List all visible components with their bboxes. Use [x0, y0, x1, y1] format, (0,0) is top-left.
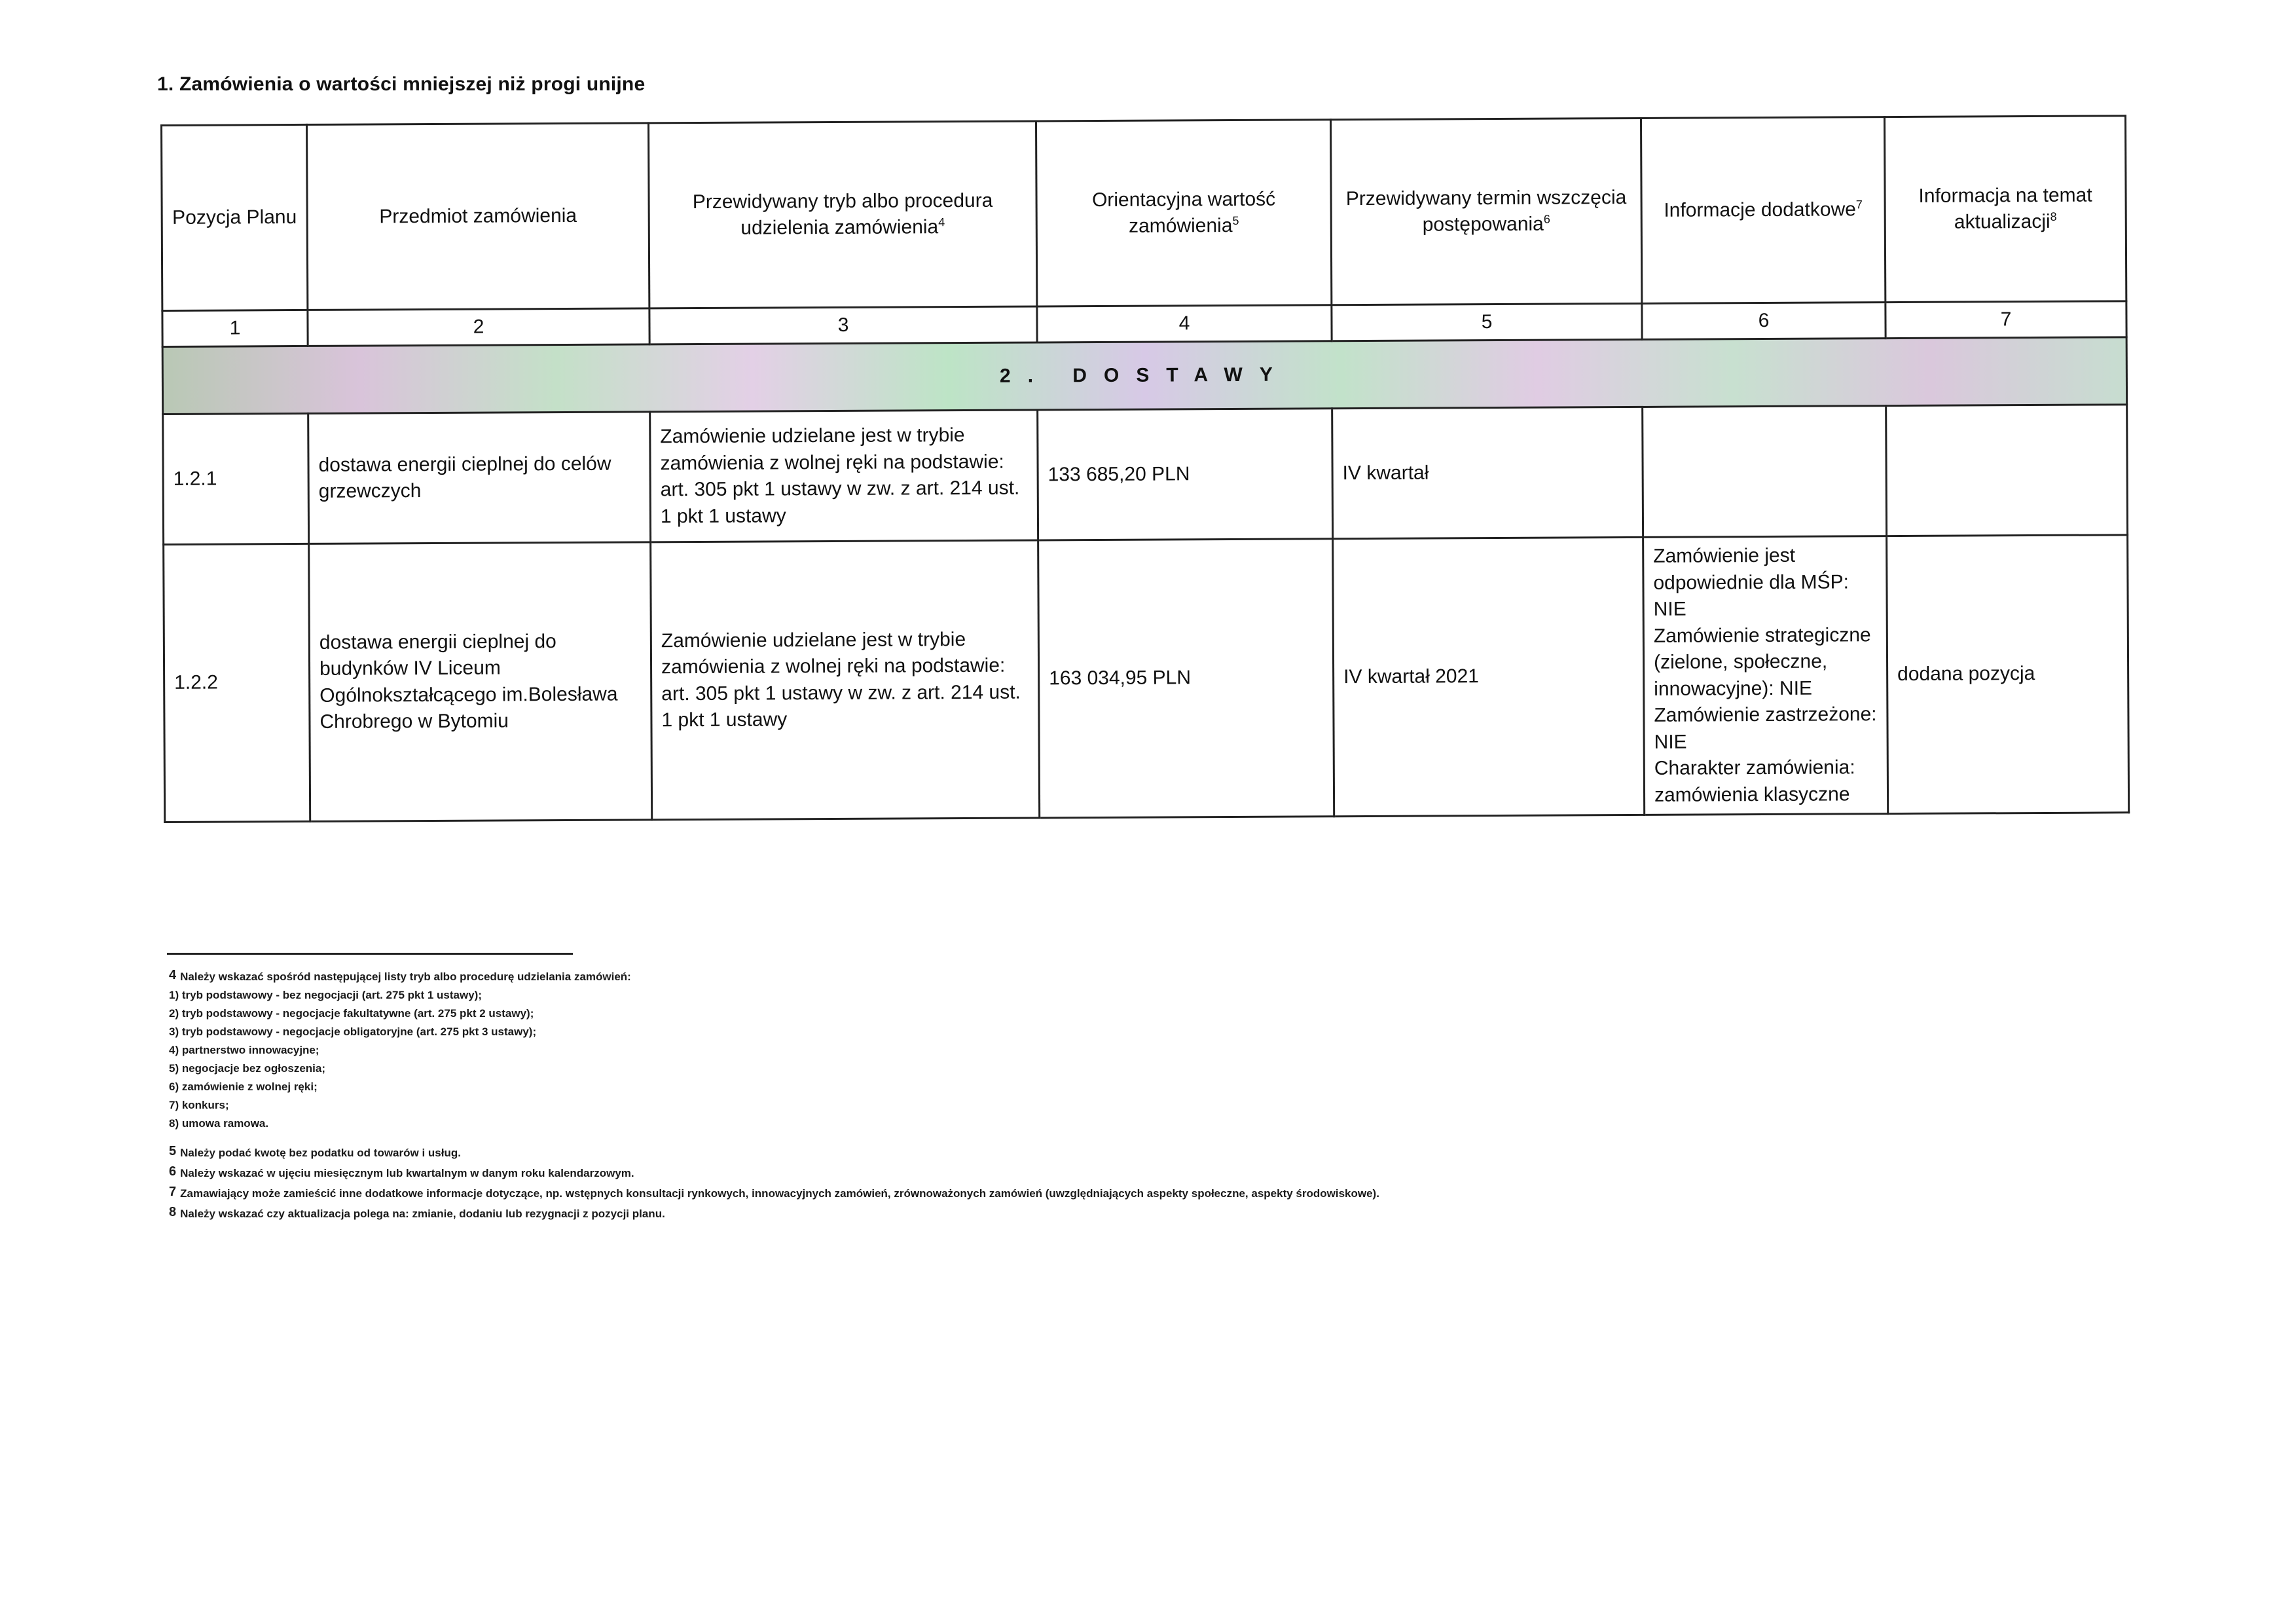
cell-position: 1.2.2 [164, 544, 310, 822]
footnote-5 [169, 1142, 1379, 1162]
table-row [164, 535, 2129, 822]
additional-info-line: zamówienia klasyczne [1654, 783, 1850, 806]
cell-update [1886, 405, 2128, 536]
cell-procedure: Zamówienie udzielane jest w trybie zamówienia z wolnej ręki na podstawie: art. 305 pkt 1 ustawy w zw. z art. 214 ust. 1 pkt 1 ustawy [651, 540, 1040, 820]
footnote-ref-7: 7 [1855, 198, 1863, 212]
procurement-plan-table [160, 115, 2130, 823]
header-row [162, 116, 2126, 311]
column-number: 4 [1037, 305, 1332, 342]
cell-additional [1643, 536, 1888, 815]
cell-additional [1643, 406, 1887, 538]
additional-info-line: Zamówienie strategiczne (zielone, społeczne, innowacyjne): NIE [1653, 623, 1871, 700]
footnote-number: 7 [169, 1185, 177, 1199]
header-update: Informacja na temat aktualizacji$^8$ [1884, 116, 2126, 303]
cell-procedure: Zamówienie udzielane jest w trybie zamówienia z wolnej ręki na podstawie: art. 305 pkt 1 ustawy w zw. z art. 214 ust. 1 pkt 1 ustawy [650, 410, 1038, 542]
footnote-text: Zamawiający może zamieścić inne dodatkowe informacje dotyczące, np. wstępnych konsultacji rynkowych, innowacyjnych zamówień, zrównoważonych zamówień (uwzględniających aspekty społeczne, aspekty środowiskowe). [180, 1187, 1379, 1200]
column-number: 5 [1332, 303, 1642, 341]
footnote-number: 4 [169, 968, 177, 982]
page-title: 1. Zamówienia o wartości mniejszej niż progi unijne [157, 73, 646, 95]
footnote-text: Należy podać kwotę bez podatku od towarów i usług. [180, 1147, 461, 1159]
footnote-text: Należy wskazać spośród następującej listy tryb albo procedurę udzielania zamówień: [180, 970, 631, 983]
footnote-ref-5: 5 [1232, 213, 1239, 227]
footnote-number: 8 [169, 1205, 177, 1219]
cell-term: IV kwartał 2021 [1333, 537, 1645, 816]
column-number: 2 [308, 308, 649, 346]
header-term: Przewidywany termin wszczęcia postępowania$^6$ [1330, 118, 1641, 304]
cell-subject: dostawa energii cieplnej do budynków IV Liceum Ogólnokształcącego im.Bolesława Chrobrego w Bytomiu [309, 542, 652, 822]
footnote-ref-6: 6 [1543, 212, 1550, 226]
column-number: 7 [1886, 301, 2126, 339]
header-procedure: Przewidywany tryb albo procedura udzielenia zamówienia$^4$ [648, 121, 1036, 308]
cell-update: dodana pozycja [1887, 535, 2129, 814]
footnote-ref-4: 4 [938, 215, 945, 229]
additional-info-line: Zamówienie zastrzeżone: [1654, 703, 1877, 726]
section-heading: 2. DOSTAWY [162, 337, 2126, 415]
additional-info-line: NIE [1654, 731, 1687, 753]
header-subject: Przedmiot zamówienia [307, 123, 649, 310]
footnote-list-item: 8) umowa ramowa. [169, 1117, 269, 1130]
column-number: 6 [1642, 303, 1886, 340]
cell-subject: dostawa energii cieplnej do celów grzewczych [308, 412, 651, 544]
footnote-list-item: 3) tryb podstawowy - negocjacje obligatoryjne (art. 275 pkt 3 ustawy); [169, 1025, 537, 1038]
additional-info-line: Zamówienie jest odpowiednie dla MŚP: [1653, 544, 1850, 594]
footnote-6 [169, 1162, 1379, 1183]
additional-info-line: NIE [1653, 598, 1686, 620]
footnote-number: 6 [169, 1164, 177, 1179]
footnote-divider [167, 953, 573, 955]
footnote-text: Należy wskazać czy aktualizacja polega na: zmianie, dodaniu lub rezygnacji z pozycji planu. [180, 1208, 665, 1220]
cell-position: 1.2.1 [163, 413, 309, 544]
footnote-list-item: 5) negocjacje bez ogłoszenia; [169, 1062, 326, 1075]
footnote-list-item: 6) zamówienie z wolnej ręki; [169, 1080, 318, 1093]
footnote-list-item: 4) partnerstwo innowacyjne; [169, 1044, 319, 1056]
footnote-text: Należy wskazać w ujęciu miesięcznym lub kwartalnym w danym roku kalendarzowym. [180, 1167, 634, 1179]
column-number: 1 [162, 310, 308, 346]
footnote-list-item: 1) tryb podstawowy - bez negocjacji (art. 275 pkt 1 ustawy); [169, 989, 483, 1001]
section-row [162, 337, 2126, 415]
footnote-number: 5 [169, 1144, 177, 1158]
footnote-7 [169, 1183, 1379, 1203]
column-number: 3 [649, 306, 1037, 344]
additional-info-line: Charakter zamówienia: [1654, 756, 1855, 779]
footnote-list-item: 7) konkurs; [169, 1099, 229, 1111]
header-value: Orientacyjna wartość zamówienia$^5$ [1036, 120, 1331, 306]
footnote-4 [169, 966, 1379, 1133]
header-position: Pozycja Planu [162, 124, 308, 310]
footnotes [169, 966, 1379, 1223]
cell-term: IV kwartał [1332, 407, 1643, 538]
footnote-8 [169, 1203, 1379, 1223]
footnote-ref-8: 8 [2050, 210, 2057, 223]
cell-value: 163 034,95 PLN [1038, 539, 1334, 818]
footnote-list-item: 2) tryb podstawowy - negocjacje fakultatywne (art. 275 pkt 2 ustawy); [169, 1007, 534, 1020]
header-additional: Informacje dodatkowe$^7$ [1641, 117, 1885, 304]
cell-value: 133 685,20 PLN [1038, 409, 1333, 540]
table-row [163, 405, 2128, 545]
